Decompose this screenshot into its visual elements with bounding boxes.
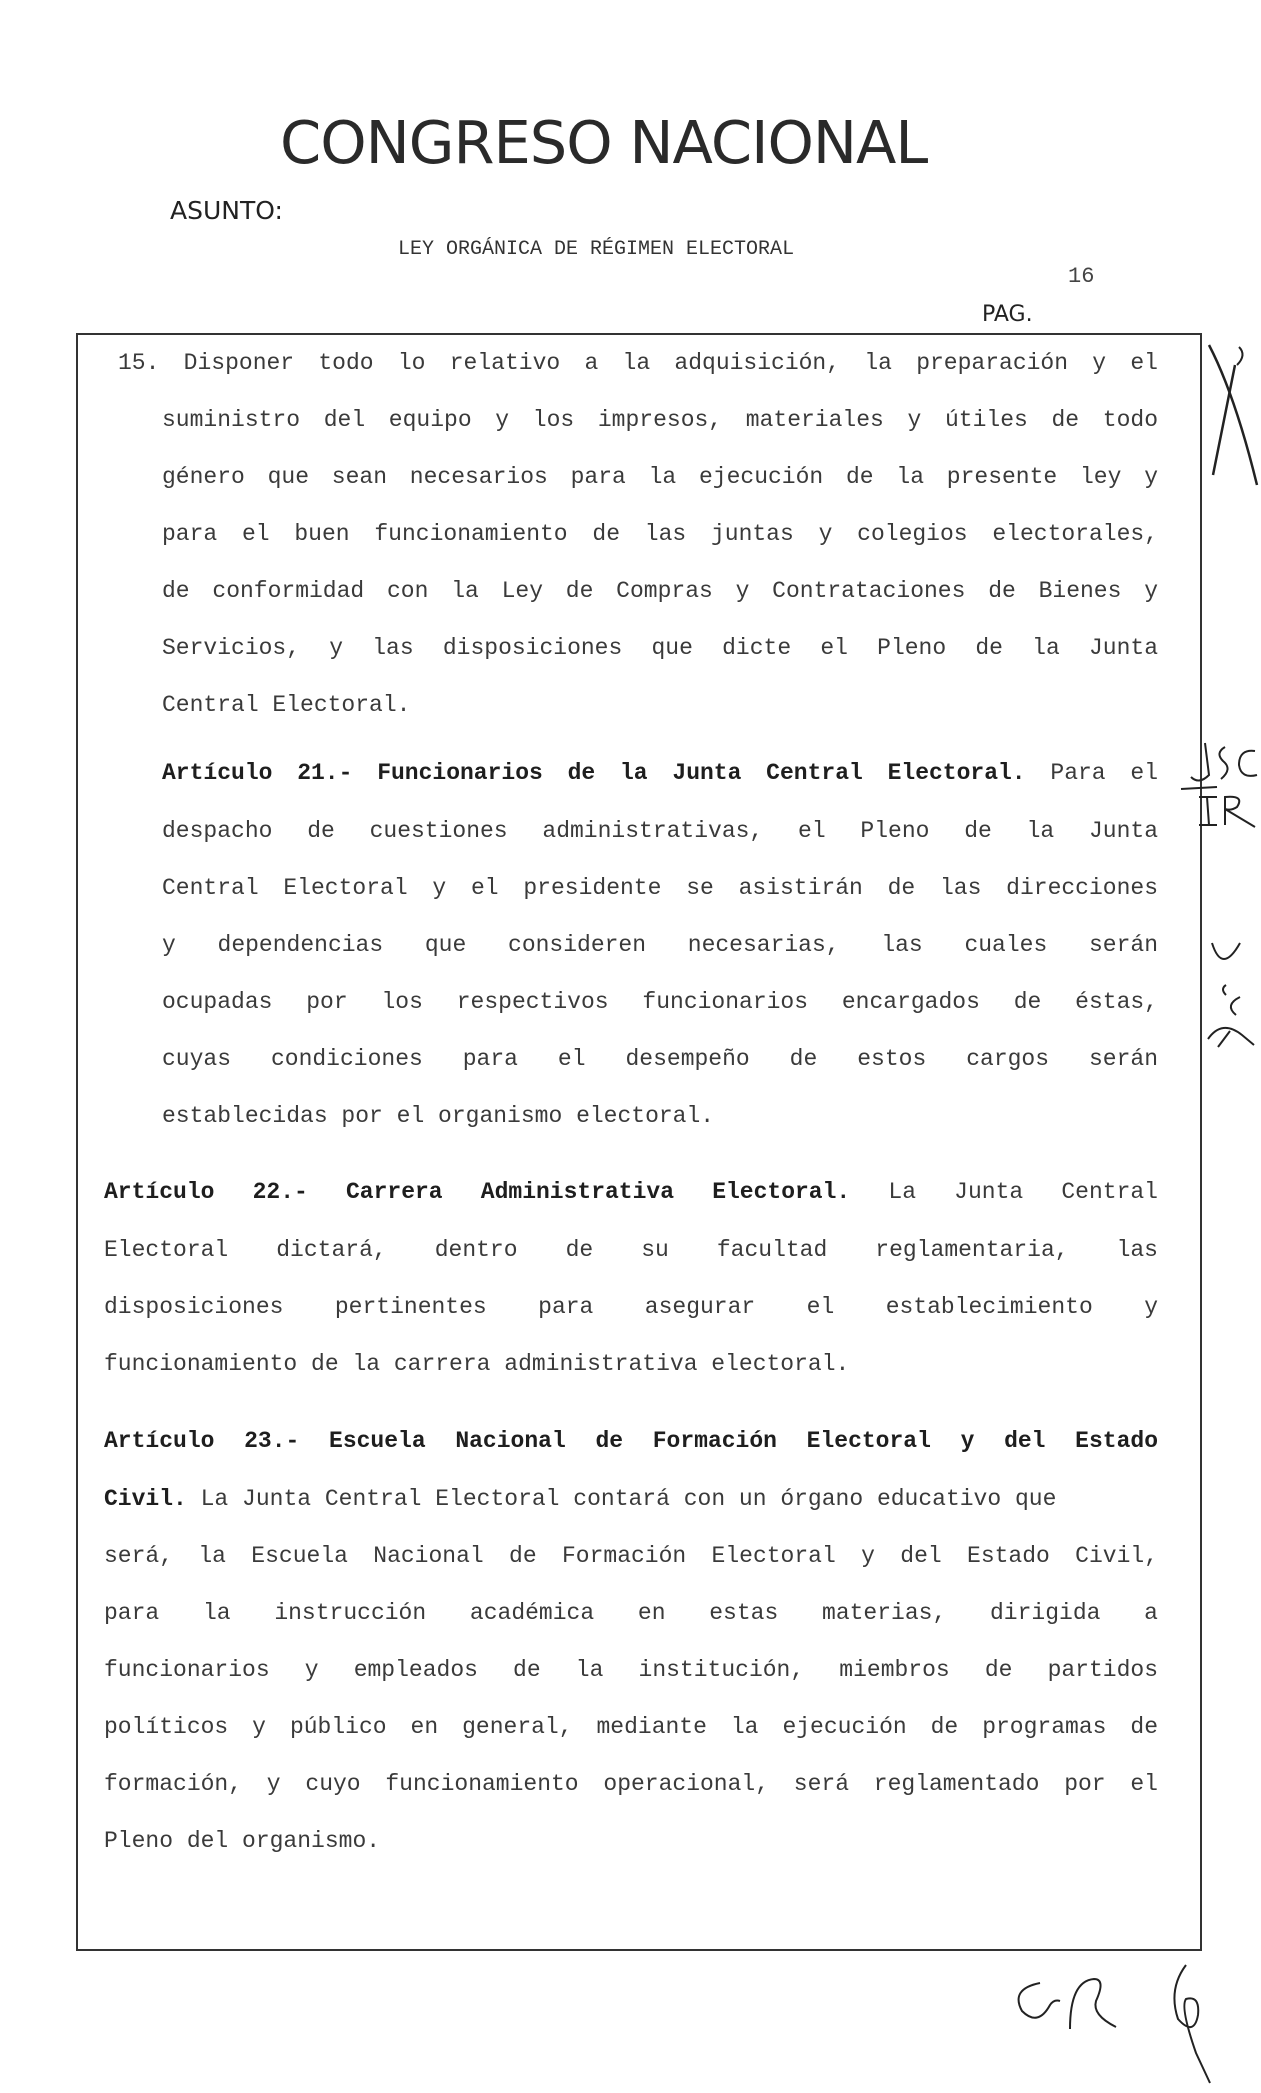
article-21-line: Central Electoral y el presidente se asistirán de las direcciones	[162, 875, 1158, 901]
document-subject: LEY ORGÁNICA DE RÉGIMEN ELECTORAL	[398, 238, 795, 261]
article-21-heading: Artículo 21.- Funcionarios de la Junta Central Electoral.	[162, 760, 1026, 786]
article-22-lead: La Junta Central	[850, 1179, 1158, 1205]
margin-signature-x	[1195, 335, 1261, 495]
article-23-line: funcionarios y empleados de la institución, miembros de partidos	[104, 1657, 1158, 1683]
article-23-line: formación, y cuyo funcionamiento operacional, será reglamentado por el	[104, 1771, 1158, 1797]
article-22-line: disposiciones pertinentes para asegurar el establecimiento y	[104, 1294, 1158, 1320]
content-frame	[76, 333, 1202, 1951]
article-21-first-line	[162, 760, 1158, 786]
article-21-line: y dependencias que consideren necesarias, las cuales serán	[162, 932, 1158, 958]
article-21-lead: Para el	[1025, 760, 1158, 786]
article-23-line: será, la Escuela Nacional de Formación Electoral y del Estado Civil,	[104, 1543, 1158, 1569]
article-22-first-line	[104, 1179, 1158, 1205]
asunto-label: ASUNTO:	[170, 196, 283, 225]
article-21-line: despacho de cuestiones administrativas, el Pleno de la Junta	[162, 818, 1158, 844]
article-22-line: Electoral dictará, dentro de su facultad reglamentaria, las	[104, 1237, 1158, 1263]
article-23-line: para la instrucción académica en estas materias, dirigida a	[104, 1600, 1158, 1626]
page-number: 16	[1068, 264, 1095, 289]
article-21-line: ocupadas por los respectivos funcionarios encargados de éstas,	[162, 989, 1158, 1015]
article-21-line: cuyas condiciones para el desempeño de estos cargos serán	[162, 1046, 1158, 1072]
item-15-line: 15. Disponer todo lo relativo a la adquisición, la preparación y el	[118, 350, 1158, 376]
page-label: PAG.	[982, 302, 1033, 327]
item-15-line: para el buen funcionamiento de las juntas y colegios electorales,	[162, 521, 1158, 547]
item-15-line: Servicios, y las disposiciones que dicte el Pleno de la Junta	[162, 635, 1158, 661]
article-23-lead: La Junta Central Electoral contará con un órgano educativo que	[186, 1486, 1057, 1512]
margin-initials-jsc-ir	[1175, 735, 1261, 835]
article-22-heading: Artículo 22.- Carrera Administrativa Electoral.	[104, 1179, 851, 1205]
article-23-heading: Artículo 23.- Escuela Nacional de Formación Electoral y del Estado	[104, 1428, 1158, 1454]
bottom-signature	[1010, 1955, 1240, 2085]
article-23-first-line	[104, 1486, 1158, 1512]
article-22-line: funcionamiento de la carrera administrativa electoral.	[104, 1351, 850, 1377]
article-23-line: políticos y público en general, mediante la ejecución de programas de	[104, 1714, 1158, 1740]
article-23-line: Pleno del organismo.	[104, 1828, 381, 1854]
item-15-line: de conformidad con la Ley de Compras y Contrataciones de Bienes y	[162, 578, 1158, 604]
item-15-line: género que sean necesarios para la ejecución de la presente ley y	[162, 464, 1158, 490]
article-23-heading-end: Civil.	[104, 1486, 187, 1512]
page-title: CONGRESO NACIONAL	[280, 108, 928, 177]
article-21-line: establecidas por el organismo electoral.	[162, 1103, 715, 1129]
item-15-line: suministro del equipo y los impresos, materiales y útiles de todo	[162, 407, 1158, 433]
item-15-line: Central Electoral.	[162, 692, 411, 718]
margin-initials-vertical	[1200, 935, 1260, 1065]
